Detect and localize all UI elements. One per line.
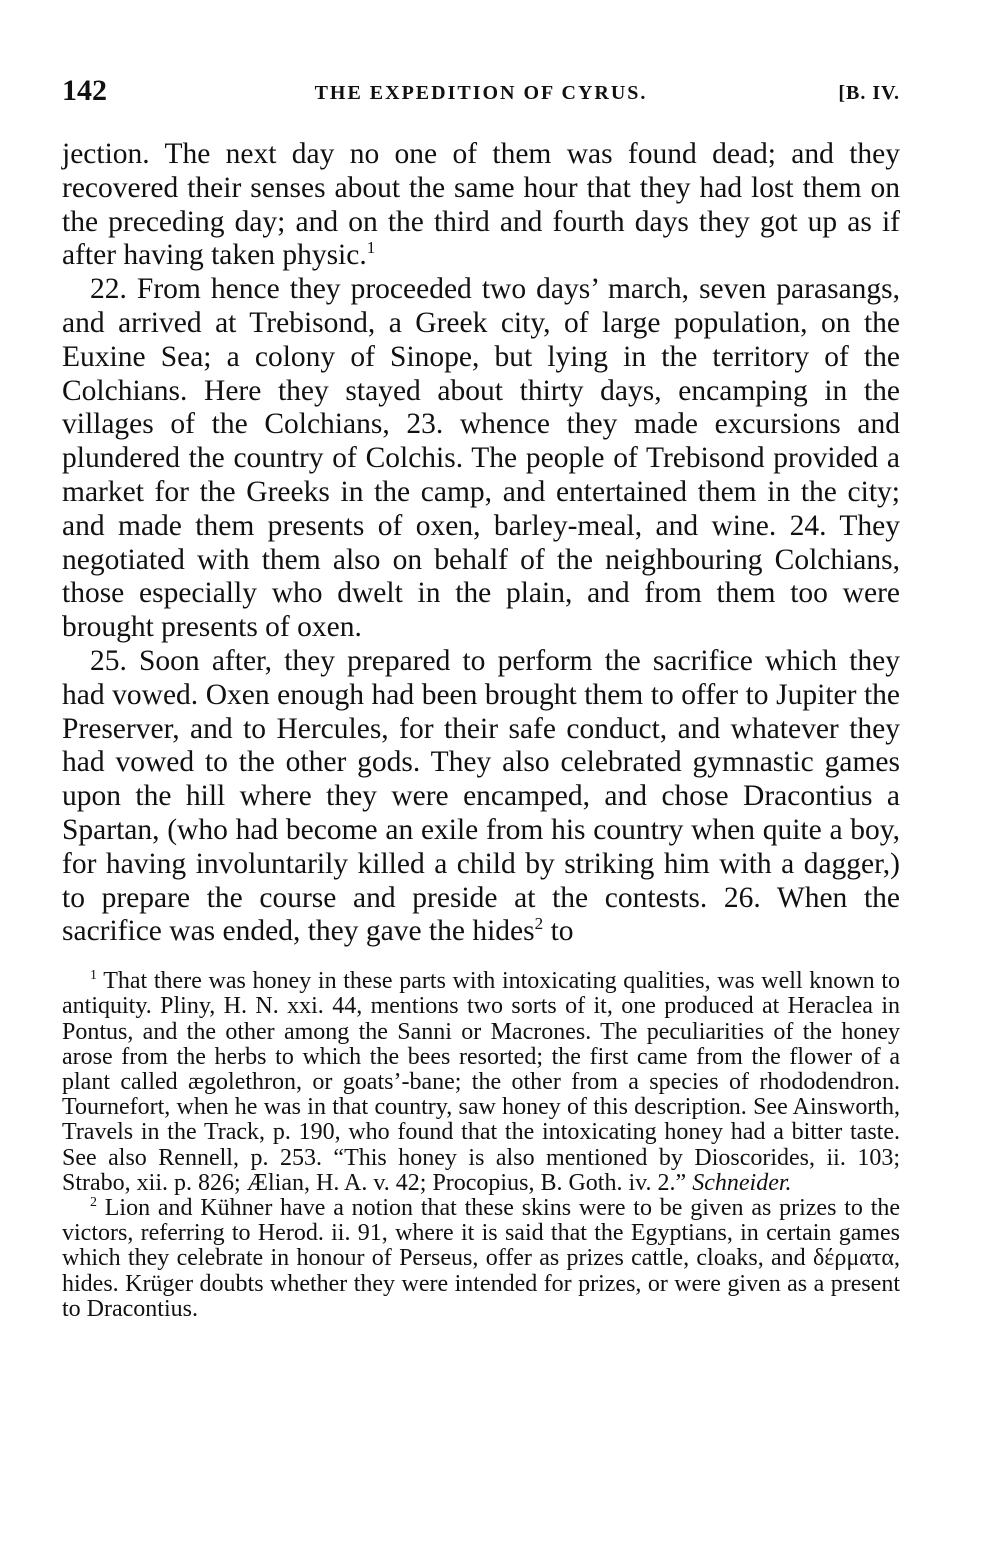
book-page: [62, 74, 900, 1322]
footnote-1-marker: 1: [90, 968, 97, 984]
paragraph-2: [62, 273, 900, 645]
main-text: [62, 138, 900, 949]
book-reference: [B. IV.: [838, 82, 900, 104]
running-header: [62, 74, 900, 114]
paragraph-3: [62, 645, 900, 949]
footnotes: [62, 969, 900, 1322]
footnote-1-text: That there was honey in these parts with intoxicating qualities, was well known to antiquity. Pliny, H. N. xxi. 44, mentions two sorts of it, one produced at Heraclea in Pontus, and the other among the Sanni or Macrones. The peculiarities of the honey arose from the herbs to which the bees resorted; the first came from the flower of a plant called ægolethron, or goats’-bane; the other from a species of rhododendron. Tournefort, when he was in that country, saw honey of this description. See Ainsworth, Travels in the Track, p. 190, who found that the intoxicating honey had a bitter taste. See also Rennell, p. 253. “This honey is also mentioned by Dioscorides, ii. 103; Strabo, xii. p. 826; Ælian, H. A. v. 42; Procopius, B. Goth. iv. 2.”: [62, 968, 900, 1196]
footnote-1: [62, 969, 900, 1196]
footnote-1-attribution: Schneider.: [692, 1169, 792, 1196]
footnote-2-marker: 2: [90, 1194, 97, 1210]
footnote-ref-1: 1: [366, 238, 376, 258]
page-number: 142: [62, 74, 107, 107]
paragraph-1: [62, 138, 900, 273]
footnote-2-text: Lion and Kühner have a notion that these skins were to be given as prizes to the victors, referring to Herod. ii. 91, where it is said that the Egyptians, in certain games which they celebrate in honour of Perseus, offer as prizes cattle, cloaks, and δέρματα, hides. Krüger doubts whether they were intended for prizes, or were given as a present to Dracontius.: [62, 1194, 901, 1322]
paragraph-3-tail: to: [543, 915, 574, 948]
paragraph-3-text: 25. Soon after, they prepared to perform the sacrifice which they had vowed. Oxen enough had been brought them to offer to Jupiter the Preserver, and to Hercules, for their safe conduct, and whatever they had vowed to the other gods. They also celebrated gymnastic games upon the hill where they were encamped, and chose Dracontius a Spartan, (who had become an exile from his country when quite a boy, for having involuntarily killed a child by striking him with a dagger,) to prepare the course and preside at the contests. 26. When the sacrifice was ended, they gave the hides: [62, 644, 900, 948]
paragraph-1-text: jection. The next day no one of them was found dead; and they recovered their senses about the same hour that they had lost them on the preceding day; and on the third and fourth days they got up as if after having taken physic.: [62, 138, 900, 272]
footnote-ref-2: 2: [534, 914, 544, 934]
running-title: THE EXPEDITION OF CYRUS.: [314, 82, 648, 104]
footnote-2: [62, 1196, 900, 1322]
paragraph-2-text: 22. From hence they proceeded two days’ march, seven parasangs, and arrived at Trebisond, a Greek city, of large population, on the Euxine Sea; a colony of Sinope, but lying in the territory of the Colchians. Here they stayed about thirty days, encamping in the villages of the Colchians, 23. whence they made excursions and plundered the country of Colchis. The people of Trebisond provided a market for the Greeks in the camp, and entertained them in the city; and made them presents of oxen, barley-meal, and wine. 24. They negotiated with them also on behalf of the neighbouring Colchians, those especially who dwelt in the plain, and from them too were brought presents of oxen.: [62, 273, 900, 644]
